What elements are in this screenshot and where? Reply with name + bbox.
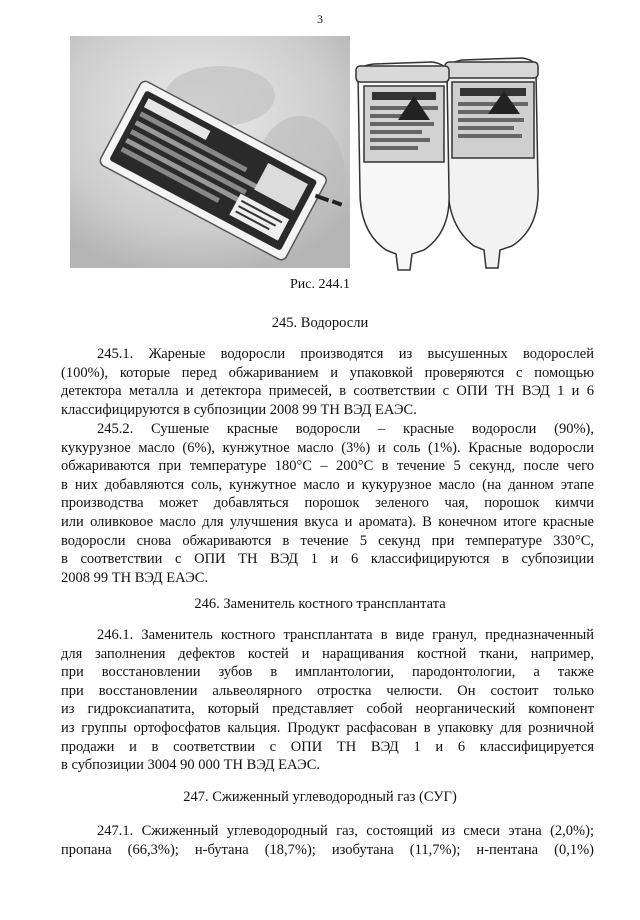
text-line: из группы ортофосфатов кальция. Продукт расфасован в упаковку для розничной: [61, 719, 594, 736]
text-line: 246.1. Заменитель костного трансплантата в виде гранул, предназначенный: [97, 627, 594, 643]
paragraph-245-1: [61, 345, 594, 419]
paragraph-246-1: [61, 626, 594, 775]
text-line: (100%), которые перед обжариванием и упаковкой проверяются с помощью: [61, 364, 594, 381]
text-line: классифицируются в субпозиции 2008 99 ТН ВЭД ЕАЭС.: [61, 401, 417, 418]
text-line: обжариваются при температуре 180°С – 200°С в течение 5 секунд, после чего: [61, 458, 594, 475]
section-heading-246: 246. Заменитель костного трансплантата: [194, 596, 446, 612]
figure-caption: Рис. 244.1: [290, 277, 350, 292]
seaweed-package-photo: [70, 36, 350, 268]
figure: [70, 36, 630, 276]
paragraph-245-2: [61, 420, 594, 587]
text-line: 2008 99 ТН ВЭД ЕАЭС.: [61, 569, 209, 586]
section-heading-247: 247. Сжиженный углеводородный газ (СУГ): [183, 789, 457, 805]
text-line: 245.2. Сушеные красные водоросли – красные водоросли (90%),: [97, 421, 594, 437]
text-line: в соответствии с ОПИ ТН ВЭД 1 и 6 классифицируются в субпозиции: [61, 551, 594, 568]
text-line: в них добавляются соль, кунжутное масло и кукурузное масло (на данном этапе: [61, 476, 594, 493]
text-line: 245.1. Жареные водоросли производятся из высушенных водорослей: [97, 346, 594, 362]
text-line: при восстановлении альвеолярного отростка челюсти. Он состоит только: [61, 682, 594, 699]
text-line: в субпозиции 3004 90 000 ТН ВЭД ЕАЭС.: [61, 757, 321, 774]
text-line: 247.1. Сжиженный углеводородный газ, состоящий из смеси этана (2,0%);: [97, 823, 594, 839]
text-line: водоросли снова обжариваются в течение 5 секунд при температуре 330°С,: [61, 532, 594, 549]
text-line: производства может добавляться порошок зеленого чая, порошок кимчи: [61, 495, 594, 512]
text-line: или оливковое масло для улучшения вкуса и аромата). В конечном итоге красные: [61, 513, 594, 530]
text-line: кукурузное масло (6%), кунжутное масло (3%) и соль (1%). Красные водоросли: [61, 439, 594, 456]
bottles-illustration: [352, 36, 630, 276]
bottle-containers-photo: [352, 36, 630, 276]
text-line: детектора металла и детектора примесей, в соответствии с ОПИ ТН ВЭД 1 и 6: [61, 383, 594, 400]
seaweed-package-illustration: [70, 36, 350, 268]
text-line: продажи и в соответствии с ОПИ ТН ВЭД 1 и 6 классифицируется: [61, 738, 594, 755]
text-line: при восстановлении зубов в имплантологии, пародонтологии, а также: [61, 664, 594, 681]
text-line: для заполнения дефектов костей и наращивания костной ткани, например,: [61, 645, 594, 662]
text-line: пропана (66,3%); н-бутана (18,7%); изобутана (11,7%); н-пентана (0,1%): [61, 841, 594, 858]
page-number: 3: [317, 12, 323, 26]
paragraph-247-1: [61, 822, 594, 859]
text-line: из гидроксиапатита, который представляет собой неорганический компонент: [61, 701, 594, 718]
section-heading-245: 245. Водоросли: [271, 315, 369, 331]
